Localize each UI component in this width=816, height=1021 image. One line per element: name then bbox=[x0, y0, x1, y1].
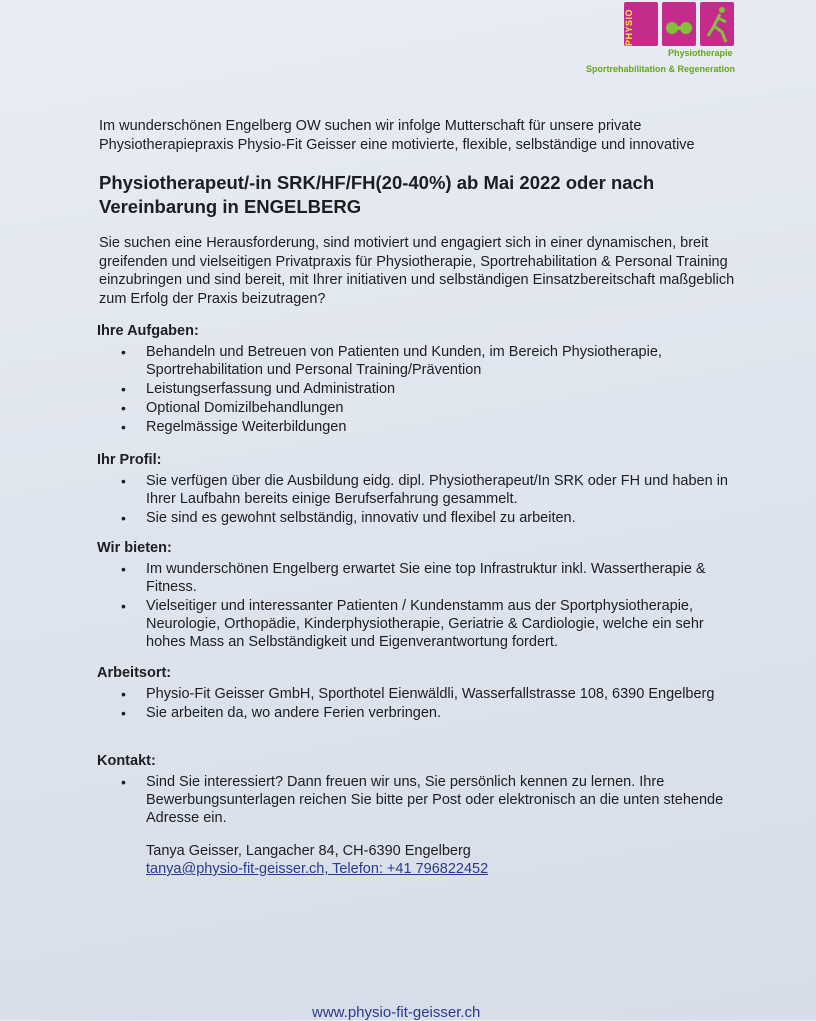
list-item: • Sie sind es gewohnt selbständig, innovativ und flexibel zu arbeiten. bbox=[146, 509, 747, 527]
section-kontakt bbox=[97, 752, 747, 828]
dumbbell-icon bbox=[662, 2, 696, 46]
bullet-list bbox=[97, 773, 747, 827]
job-title: Physiotherapeut/-in SRK/HF/FH(20-40%) ab Mai 2022 oder nach Vereinbarung in ENGELBERG bbox=[99, 172, 655, 217]
logo-vertical-text: PHYSIO bbox=[624, 8, 634, 46]
list-item: • Vielseitiger und interessanter Patienten / Kundenstamm aus der Sportphysiotherapie, Neurologie, Orthopädie, Kinderphysiotherapie, Geriatrie & Cardiologie, welche ein sehr hohes Mass an Selbständigkeit und Eigenverantwortung fordert. bbox=[146, 597, 747, 651]
bullet-list bbox=[97, 685, 747, 722]
section-heading: Arbeitsort: bbox=[97, 665, 172, 681]
list-item: • Im wunderschönen Engelberg erwartet Sie eine top Infrastruktur inkl. Wassertherapie & Fitness. bbox=[146, 560, 747, 596]
list-item: • Behandeln und Betreuen von Patienten und Kunden, im Bereich Physiotherapie, Sportrehabilitation und Personal Training/Prävention bbox=[146, 343, 747, 379]
logo-box-3 bbox=[700, 2, 734, 46]
contact-address: Tanya Geisser, Langacher 84, CH-6390 Engelberg bbox=[146, 843, 471, 859]
footer-website-link[interactable]: www.physio-fit-geisser.ch bbox=[312, 1004, 481, 1021]
list-item: • Sie arbeiten da, wo andere Ferien verbringen. bbox=[146, 704, 747, 722]
bullet-list bbox=[97, 472, 747, 527]
section-aufgaben bbox=[97, 322, 747, 437]
section-heading: Kontakt: bbox=[97, 753, 156, 769]
contact-email-link[interactable]: tanya@physio-fit-geisser.ch, Telefon: +41 796822452 bbox=[146, 861, 489, 877]
section-heading: Ihr Profil: bbox=[97, 452, 162, 468]
section-heading: Wir bieten: bbox=[97, 540, 172, 556]
logo-box-2 bbox=[662, 2, 696, 46]
logo-box-1 bbox=[624, 2, 658, 46]
list-item: • Sie verfügen über die Ausbildung eidg. dipl. Physiotherapeut/In SRK oder FH und haben in Ihrer Laufbahn bereits einige Berufserfahrung gesammelt. bbox=[146, 472, 747, 508]
logo-line-physiotherapie: Physiotherapie bbox=[668, 48, 733, 58]
contact-block bbox=[146, 842, 488, 878]
section-heading: Ihre Aufgaben: bbox=[97, 323, 199, 339]
logo-line-sportrehabilitation: Sportrehabilitation & Regeneration bbox=[586, 64, 736, 74]
list-item: • Regelmässige Weiterbildungen bbox=[146, 418, 747, 436]
runner-icon bbox=[700, 2, 734, 46]
intro-paragraph: Sie suchen eine Herausforderung, sind motiviert und engagiert sich in einer dynamischen, breit greifenden und vielseitigen Privatpraxis für Physiotherapie, Sportrehabilitation & Personal Training einzubringen und sind bereit, mit Ihrer initiativen und selbständigen Einsatzbereitschaft maßgeblich zum Erfolg der Praxis beizutragen? bbox=[99, 235, 735, 307]
section-profil bbox=[97, 451, 747, 528]
intro-text: Im wunderschönen Engelberg OW suchen wir infolge Mutterschaft für unsere private Physiotherapiepraxis Physio-Fit Geisser eine motivierte, flexible, selbständige und innovative bbox=[99, 118, 695, 153]
section-arbeitsort bbox=[97, 664, 747, 723]
section-wir-bieten bbox=[97, 539, 747, 652]
list-item: • Sind Sie interessiert? Dann freuen wir uns, Sie persönlich kennen zu lernen. Ihre Bewerbungsunterlagen reichen Sie bitte per Post oder elektronisch an die unten stehende Adresse ein. bbox=[146, 773, 747, 827]
bullet-list bbox=[97, 560, 747, 651]
bullet-list bbox=[97, 343, 747, 436]
list-item: • Physio-Fit Geisser GmbH, Sporthotel Eienwäldli, Wasserfallstrasse 108, 6390 Engelberg bbox=[146, 685, 747, 703]
list-item: • Leistungserfassung und Administration bbox=[146, 380, 747, 398]
list-item: • Optional Domizilbehandlungen bbox=[146, 399, 747, 417]
logo bbox=[586, 0, 740, 80]
